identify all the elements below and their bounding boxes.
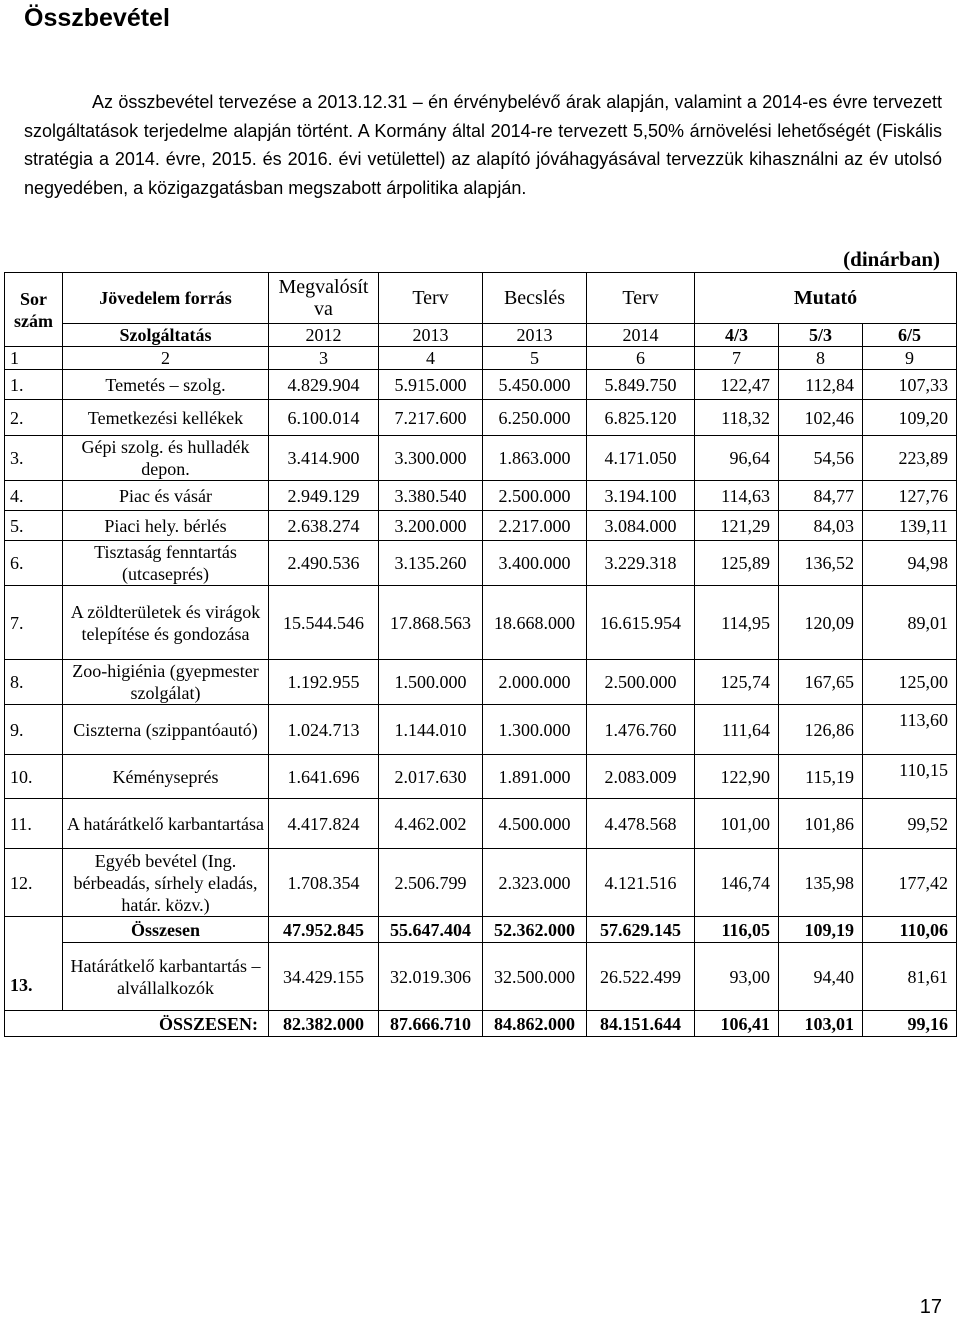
header-row [5, 273, 957, 324]
table-row [5, 799, 957, 849]
row-value: 125,89 [695, 541, 779, 586]
table-row [5, 436, 957, 481]
row-value: 7.217.600 [379, 400, 483, 436]
row-value: 2.323.000 [483, 849, 587, 917]
row-value: 16.615.954 [587, 586, 695, 660]
row-source-name: Kéményseprés [63, 755, 269, 799]
col-number: 6 [587, 347, 695, 370]
row-value: 122,47 [695, 370, 779, 400]
row-value: 135,98 [779, 849, 863, 917]
row-number: 2. [5, 400, 63, 436]
row-value: 2.500.000 [483, 481, 587, 511]
subtotal-value: 109,19 [779, 917, 863, 943]
col-number: 2 [63, 347, 269, 370]
table-row [5, 660, 957, 705]
header-year-2012: 2012 [269, 324, 379, 347]
row-value: 5.915.000 [379, 370, 483, 400]
currency-unit-label: (dinárban) [843, 247, 940, 271]
col-number: 7 [695, 347, 779, 370]
header-year-2013-plan: 2013 [379, 324, 483, 347]
header-ratio-4-3: 4/3 [695, 324, 779, 347]
row-value: 84,03 [779, 511, 863, 541]
row-value: 94,98 [863, 541, 957, 586]
row-value: 6.825.120 [587, 400, 695, 436]
row-value: 223,89 [863, 436, 957, 481]
row-value: 4.121.516 [587, 849, 695, 917]
row-value: 1.641.696 [269, 755, 379, 799]
row-value: 6.250.000 [483, 400, 587, 436]
revenue-table [4, 272, 957, 1037]
row-value: 2.949.129 [269, 481, 379, 511]
row-value: 96,64 [695, 436, 779, 481]
total-value: 99,16 [863, 1011, 957, 1037]
row-13-value: 94,40 [779, 943, 863, 1011]
row-value: 111,64 [695, 705, 779, 755]
col-number: 8 [779, 347, 863, 370]
row-value: 4.417.824 [269, 799, 379, 849]
header-indicator: Mutató [695, 273, 957, 324]
row-13-name: Határátkelő karbantartás – alvállalkozók [63, 943, 269, 1011]
row-value: 3.414.900 [269, 436, 379, 481]
row-value: 101,86 [779, 799, 863, 849]
subtotal-value: 55.647.404 [379, 917, 483, 943]
row-value: 99,52 [863, 799, 957, 849]
header-ratio-5-3: 5/3 [779, 324, 863, 347]
total-value: 106,41 [695, 1011, 779, 1037]
row-value: 1.891.000 [483, 755, 587, 799]
row-number: 9. [5, 705, 63, 755]
subtotal-value: 57.629.145 [587, 917, 695, 943]
subtotal-value: 47.952.845 [269, 917, 379, 943]
row-value: 5.450.000 [483, 370, 587, 400]
row-source-name: Gépi szolg. és hulladék depon. [63, 436, 269, 481]
row-source-name: Tisztaság fenntartás (utcaseprés) [63, 541, 269, 586]
row-13-number: 13. [5, 917, 63, 1011]
row-value: 112,84 [779, 370, 863, 400]
col-number: 5 [483, 347, 587, 370]
subtotal-label: Összesen [63, 917, 269, 943]
row-value: 2.500.000 [587, 660, 695, 705]
header-estimate: Becslés [483, 273, 587, 324]
row-number: 10. [5, 755, 63, 799]
subtotal-row [5, 917, 957, 943]
row-value: 2.217.000 [483, 511, 587, 541]
row-value: 1.300.000 [483, 705, 587, 755]
table-row [5, 511, 957, 541]
row-value: 4.829.904 [269, 370, 379, 400]
row-number: 4. [5, 481, 63, 511]
row-value: 2.490.536 [269, 541, 379, 586]
row-value: 2.000.000 [483, 660, 587, 705]
row-source-name: Zoo-higiénia (gyepmester szolgálat) [63, 660, 269, 705]
row-value: 1.863.000 [483, 436, 587, 481]
column-number-row [5, 347, 957, 370]
row-value: 101,00 [695, 799, 779, 849]
row-value: 17.868.563 [379, 586, 483, 660]
row-value: 127,76 [863, 481, 957, 511]
row-13 [5, 943, 957, 1011]
header-service: Szolgáltatás [63, 324, 269, 347]
row-value: 120,09 [779, 586, 863, 660]
row-source-name: Piac és vásár [63, 481, 269, 511]
row-value: 3.084.000 [587, 511, 695, 541]
intro-paragraph: Az összbevétel tervezése a 2013.12.31 – én érvénybelévő árak alapján, valamint a 2014-es évre tervezett szolgáltatások terjedelme alapján történt. A Kormány által 2014-re tervezett 5,50% árnövelési lehetőségét (Fiskális stratégia a 2014. évre, 2015. és 2016. évi vetülettel) az alapító jóváhagyásával tervezzük kihasználni az év utolsó negyedében, a közigazgatásban megszabott árpolitika alapján. [24, 92, 942, 198]
row-value: 136,52 [779, 541, 863, 586]
table-row [5, 370, 957, 400]
table-row [5, 755, 957, 799]
row-value: 114,63 [695, 481, 779, 511]
row-value: 109,20 [863, 400, 957, 436]
row-value: 1.500.000 [379, 660, 483, 705]
total-value: 82.382.000 [269, 1011, 379, 1037]
row-value: 6.100.014 [269, 400, 379, 436]
row-value: 115,19 [779, 755, 863, 799]
row-value: 118,32 [695, 400, 779, 436]
row-value: 125,00 [863, 660, 957, 705]
row-value: 113,60 [863, 705, 957, 755]
row-value: 3.194.100 [587, 481, 695, 511]
col-number: 3 [269, 347, 379, 370]
total-value: 103,01 [779, 1011, 863, 1037]
table-row [5, 849, 957, 917]
row-value: 4.462.002 [379, 799, 483, 849]
row-value: 125,74 [695, 660, 779, 705]
subtotal-value: 116,05 [695, 917, 779, 943]
row-13-value: 32.500.000 [483, 943, 587, 1011]
header-year-2013-estimate: 2013 [483, 324, 587, 347]
row-value: 167,65 [779, 660, 863, 705]
table-row [5, 705, 957, 755]
total-value: 84.151.644 [587, 1011, 695, 1037]
row-value: 2.506.799 [379, 849, 483, 917]
row-number: 7. [5, 586, 63, 660]
row-value: 3.200.000 [379, 511, 483, 541]
header-subrow [5, 324, 957, 347]
row-value: 18.668.000 [483, 586, 587, 660]
row-value: 139,11 [863, 511, 957, 541]
header-source: Jövedelem forrás [63, 273, 269, 324]
row-value: 3.229.318 [587, 541, 695, 586]
row-source-name: Piaci hely. bérlés [63, 511, 269, 541]
header-ratio-6-5: 6/5 [863, 324, 957, 347]
row-value: 1.708.354 [269, 849, 379, 917]
row-number: 11. [5, 799, 63, 849]
row-value: 3.380.540 [379, 481, 483, 511]
header-realized: Megvalósít va [269, 273, 379, 324]
row-value: 1.024.713 [269, 705, 379, 755]
row-value: 3.400.000 [483, 541, 587, 586]
row-source-name: Ciszterna (szippantóautó) [63, 705, 269, 755]
row-value: 114,95 [695, 586, 779, 660]
row-value: 15.544.546 [269, 586, 379, 660]
table-row [5, 541, 957, 586]
row-value: 3.135.260 [379, 541, 483, 586]
row-13-value: 32.019.306 [379, 943, 483, 1011]
table-row [5, 586, 957, 660]
col-number: 1 [5, 347, 63, 370]
row-value: 177,42 [863, 849, 957, 917]
row-13-value: 34.429.155 [269, 943, 379, 1011]
row-number: 8. [5, 660, 63, 705]
row-13-value: 26.522.499 [587, 943, 695, 1011]
subtotal-value: 52.362.000 [483, 917, 587, 943]
header-plan-2: Terv [587, 273, 695, 324]
row-value: 2.083.009 [587, 755, 695, 799]
row-value: 102,46 [779, 400, 863, 436]
subtotal-value: 110,06 [863, 917, 957, 943]
row-value: 1.476.760 [587, 705, 695, 755]
row-number: 1. [5, 370, 63, 400]
row-value: 4.500.000 [483, 799, 587, 849]
row-value: 121,29 [695, 511, 779, 541]
row-value: 84,77 [779, 481, 863, 511]
row-value: 110,15 [863, 755, 957, 799]
row-value: 5.849.750 [587, 370, 695, 400]
total-row [5, 1011, 957, 1037]
row-value: 89,01 [863, 586, 957, 660]
row-13-value: 93,00 [695, 943, 779, 1011]
row-value: 2.017.630 [379, 755, 483, 799]
row-source-name: Temetés – szolg. [63, 370, 269, 400]
row-number: 6. [5, 541, 63, 586]
header-row-no: Sor szám [5, 273, 63, 347]
row-value: 126,86 [779, 705, 863, 755]
row-value: 2.638.274 [269, 511, 379, 541]
row-source-name: Egyéb bevétel (Ing. bérbeadás, sírhely eladás, határ. közv.) [63, 849, 269, 917]
table-row [5, 400, 957, 436]
row-source-name: A zöldterületek és virágok telepítése és gondozása [63, 586, 269, 660]
total-value: 84.862.000 [483, 1011, 587, 1037]
row-number: 3. [5, 436, 63, 481]
row-number: 5. [5, 511, 63, 541]
header-plan: Terv [379, 273, 483, 324]
row-value: 54,56 [779, 436, 863, 481]
total-value: 87.666.710 [379, 1011, 483, 1037]
col-number: 9 [863, 347, 957, 370]
row-number: 12. [5, 849, 63, 917]
row-value: 107,33 [863, 370, 957, 400]
page-number: 17 [919, 1296, 942, 1318]
row-value: 3.300.000 [379, 436, 483, 481]
row-value: 4.171.050 [587, 436, 695, 481]
col-number: 4 [379, 347, 483, 370]
row-value: 4.478.568 [587, 799, 695, 849]
row-source-name: A határátkelő karbantartása [63, 799, 269, 849]
row-value: 1.192.955 [269, 660, 379, 705]
header-year-2014: 2014 [587, 324, 695, 347]
row-value: 146,74 [695, 849, 779, 917]
row-value: 1.144.010 [379, 705, 483, 755]
total-label: ÖSSZESEN: [5, 1011, 269, 1037]
table-row [5, 481, 957, 511]
row-source-name: Temetkezési kellékek [63, 400, 269, 436]
page-title: Összbevétel [24, 4, 170, 32]
row-value: 122,90 [695, 755, 779, 799]
row-13-value: 81,61 [863, 943, 957, 1011]
